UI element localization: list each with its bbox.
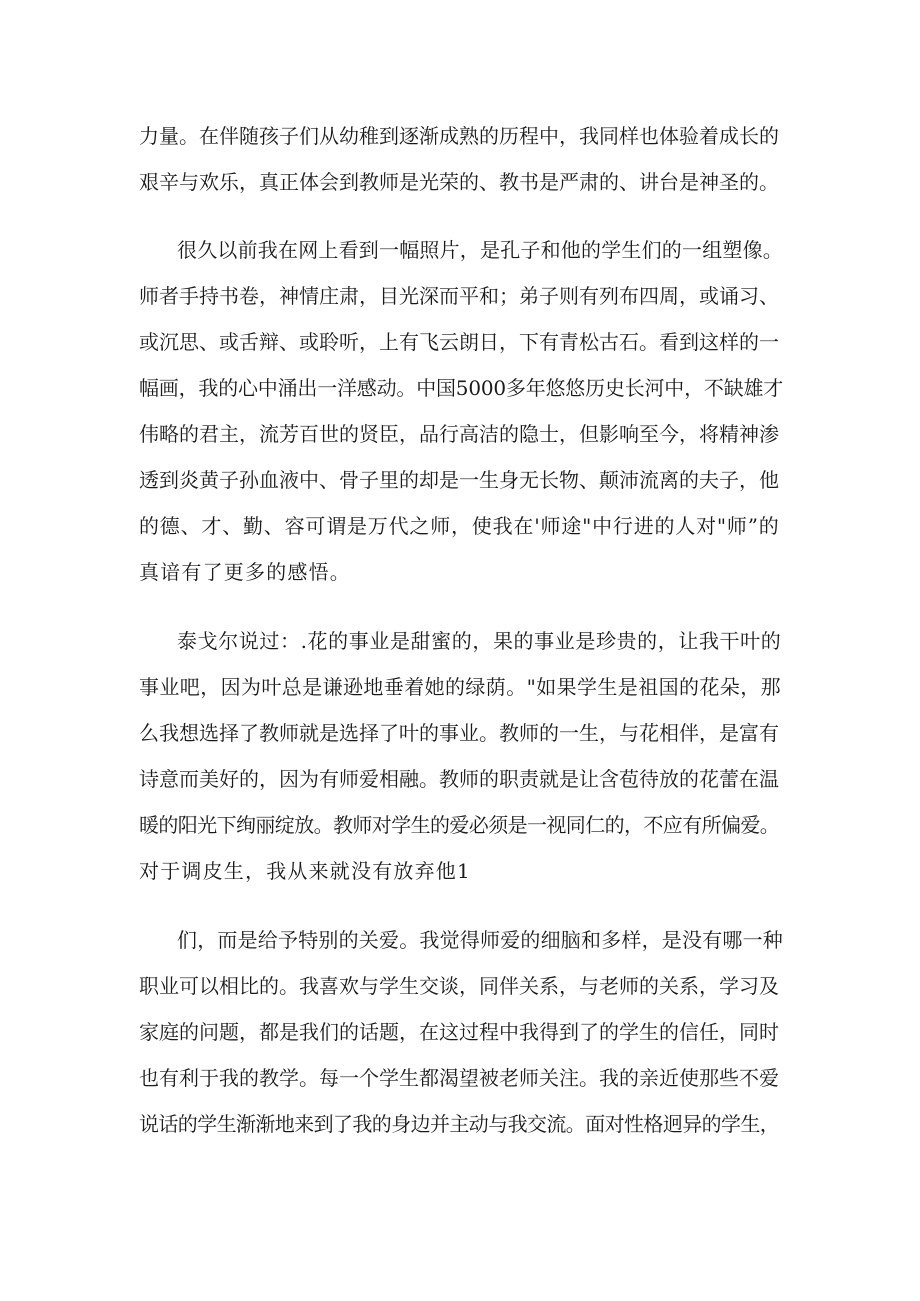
- text-line: 或沉思、或舌辩、或聆听，上有飞云朗日，下有青松古石。看到这样的一: [139, 330, 779, 354]
- text-line: 很久以前我在网上看到一幅照片，是孔子和他的学生们的一组塑像。: [177, 238, 783, 262]
- text-line: 职业可以相比的。我喜欢与学生交谈，同伴关系，与老师的关系，学习及: [139, 974, 779, 998]
- text-line: 伟略的君主，流芳百世的贤臣，品行高洁的隐士，但影响至今，将精神渗: [139, 422, 779, 446]
- text-line: 么我想选择了教师就是选择了叶的事业。教师的一生，与花相伴，是富有: [139, 721, 779, 745]
- text-line: 泰戈尔说过：.花的事业是甜蜜的，果的事业是珍贵的，让我干叶的: [177, 629, 782, 653]
- paragraph-1: [139, 113, 784, 205]
- text-line: 对于调皮生，我从来就没有放弃他1: [139, 859, 471, 883]
- text-line: 暖的阳光下绚丽绽放。教师对学生的爱必须是一视同仁的，不应有所偏爱。: [139, 813, 780, 837]
- text-line: 真谙有了更多的感悟。: [139, 560, 351, 584]
- text-line: 透到炎黄子孙血液中、骨子里的却是一生身无长物、颠沛流离的夫子，他: [139, 468, 779, 492]
- text-line: 事业吧，因为叶总是谦逊地垂着她的绿荫。"如果学生是祖国的花朵，那: [139, 675, 781, 699]
- text-line: 也有利于我的教学。每一个学生都渴望被老师关注。我的亲近使那些不爱: [139, 1066, 779, 1090]
- text-line: 幅画，我的心中涌出一洋感动。中国5000多年悠悠历史长河中，不缺雄才: [139, 376, 784, 400]
- text-line: 艰辛与欢乐，真正体会到教师是光荣的、教书是严肃的、讲台是神圣的。: [139, 170, 779, 194]
- text-line: 师者手持书卷，神情庄肃，目光深而平和；弟子则有列布四周，或诵习、: [139, 284, 779, 308]
- paragraph-2: [139, 227, 784, 595]
- paragraph-3: [139, 618, 784, 894]
- text-line: 们，而是给予特别的关爱。我觉得师爱的细脑和多样，是没有哪一种: [177, 928, 783, 952]
- text-line: 说话的学生渐渐地来到了我的身边并主动与我交流。面对性格迥异的学生，: [139, 1112, 780, 1136]
- text-line: 家庭的问题，都是我们的话题，在这过程中我得到了的学生的信任，同时: [139, 1020, 779, 1044]
- text-line: 诗意而美好的，因为有师爱相融。教师的职责就是让含苞待放的花蕾在温: [139, 767, 779, 791]
- text-line: 力量。在伴随孩子们从幼稚到逐渐成熟的历程中，我同样也体验着成长的: [139, 124, 779, 148]
- paragraph-4: [139, 917, 784, 1147]
- text-line: 的德、才、勤、容可谓是万代之师，使我在'师途"中行进的人对"师”的: [139, 514, 780, 538]
